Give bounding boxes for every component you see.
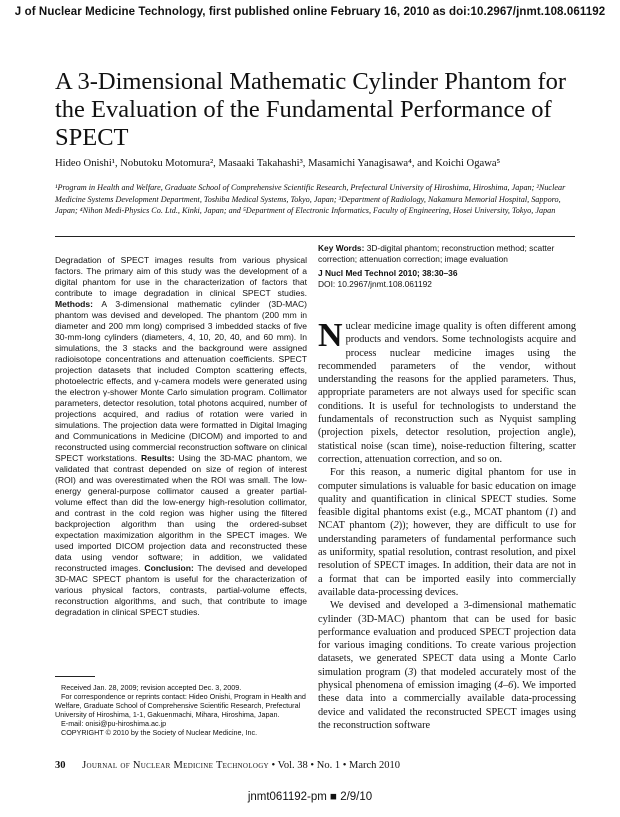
footnote-divider (55, 676, 95, 677)
journal-reference: J Nucl Med Technol 2010; 38:30–36 (318, 268, 458, 278)
article-title: A 3-Dimensional Mathematic Cylinder Phantom for the Evaluation of the Fundamental Performance of SPECT (55, 68, 567, 152)
paragraph-2-text-b: ) and NCAT phantom ( (318, 507, 576, 532)
article-body (318, 317, 577, 732)
abstract-results-label: Results: (140, 453, 175, 463)
footnote-correspondence: For correspondence or reprints contact: Hideo Onishi, Program in Health and Welfare, Graduate School of Comprehensive Scientific Research, Prefectural University of Hiroshima, 1-1, Gakuenmachi, Mihara, Hiroshima, Japan. (55, 692, 306, 720)
reference-link-3[interactable]: 3 (408, 666, 414, 678)
reference-link-4-6[interactable]: 4–6 (497, 680, 514, 692)
footnote-email[interactable]: E-mail: onisi@pu-hiroshima.ac.jp (61, 719, 167, 729)
keywords-label: Key Words: (318, 243, 365, 253)
footer-journal-name: Journal of Nuclear Medicine Technology (82, 760, 269, 771)
paragraph-3-text-a: We devised and developed a 3-dimensional mathematic cylinder (3D-MAC) phantom that can be used for basic performance evaluation and produced SPECT projection data for various imaging conditions. To create various projection datasets, we generated SPECT data using a Monte Carlo simulation program ( (318, 600, 576, 678)
reference-link-1[interactable]: 1 (549, 507, 555, 519)
paragraph-3-text-b: ) that modeled accurately most of the physical phenomena of emission imaging ( (318, 666, 576, 692)
abstract-intro: Degradation of SPECT images results from various physical factors. The primary aim of this study was the development of a digital phantom for use in the characterization of factors that contribute to image degradation in clinical SPECT studies. (55, 255, 307, 298)
paragraph-3 (318, 599, 576, 732)
paragraph-1-text: uclear medicine image quality is often different among products and vendors. Some technologists acquire and process nuclear medicine images using the recommended parameters of the vendor, without understanding the reasons for the applied parameters. Thus, appropriate parameters are not always used for specific scan conditions. It is useful for technologists to understand the fundamentals of reconstruction such as Nyquist sampling (projection pixels, detector resolution, projection angle), statistical noise (scan time), noise-reduction filtering, scatter correction, attenuation correction, and so on. (318, 321, 576, 465)
affiliations: ¹Program in Health and Welfare, Graduate School of Comprehensive Scientific Research, Prefectural University of Hiroshima, Hiroshima, Japan; ²Nuclear Medicine Systems Development Department, Toshiba Medical Systems, Tokyo, Japan; ³Department of Radiology, Nakamura Memorial Hospital, Sapporo, Japan; ⁴Nihon Medi-Physics Co. Ltd., Kinki, Japan; and ⁵Department of Electronic Informatics, Faculty of Engineering, Hosei University, Tokyo, Japan (55, 183, 566, 215)
keywords (318, 243, 576, 265)
paragraph-1 (318, 317, 576, 466)
job-line: jnmt061192-pm ■ 2/9/10 (247, 791, 373, 803)
footnotes (55, 683, 307, 738)
paragraph-2 (318, 466, 576, 599)
drop-cap: N (318, 317, 343, 354)
reference-link-2[interactable]: 2 (393, 520, 399, 532)
author-list: Hideo Onishi¹, Nobutoku Motomura², Masaaki Takahashi³, Masamichi Yanagisawa⁴, and Koichi Ogawa⁵ (55, 158, 501, 169)
abstract-methods: A 3-dimensional mathematic cylinder (3D-MAC) phantom was devised and developed. The phantom (200 mm in diameter and 200 mm long) comprised 3 imbedded stacks of five 30-mm-long cylinders (diameters, 4, 10, 20, 40, and 60 mm). In simulations, the 3 stacks and the background were assigned radioisotope concentrations and attenuation coefficients. SPECT projection datasets that included Compton scattering effects, photoelectric effects, and γ-camera models were generated using the electron γ-shower Monte Carlo simulation program. Collimator parameters, detector resolution, total photons acquired, number of projections acquired, and radius of rotation were varied in simulations. The projection data were formatted in Digital Imaging and Communications in Medicine (DICOM) and imported to and reconstructed using commercial reconstruction software on clinical SPECT workstations. (55, 299, 307, 463)
page-number: 30 (55, 760, 66, 771)
keywords-text: 3D-digital phantom; reconstruction method; scatter correction; attenuation correction; image evaluation (318, 243, 555, 264)
footer-issue: • Vol. 38 • No. 1 • March 2010 (271, 760, 401, 771)
paragraph-2-text-c: )); however, they are difficult to use for understanding parameters of fundamental performance such as uniformity, spatial resolution, contrast resolution, and pixel resolution of SPECT images. In addition, their data are not in a format that can be imported easily into commercially available data-processing devices. (318, 520, 576, 598)
abstract-results: Using the 3D-MAC phantom, we validated that contrast depended on size of region of interest (ROI) and was overestimated when the ROI was small. The low-energy general-purpose collimator caused a greater partial-volume effect than did the low-energy high-resolution collimator, and contrast in the cold region was higher using the filtered backprojection algorithm than using the ordered-subset expectation maximization algorithm in the SPECT images. We used imported DICOM projection data and reconstructed these data using vendor software; in addition, we validated reconstructed images. (55, 453, 308, 573)
footnote-received: Received Jan. 28, 2009; revision accepted Dec. 3, 2009. (61, 683, 242, 692)
footnote-copyright: COPYRIGHT © 2010 by the Society of Nuclear Medicine, Inc. (61, 728, 258, 738)
page-footer (55, 760, 575, 771)
abstract-conclusion-label: Conclusion: (144, 563, 194, 573)
citation-block (318, 268, 576, 290)
abstract-methods-label: Methods: (55, 299, 93, 309)
paragraph-2-text-a: For this reason, a numeric digital phantom for use in computer simulations is valuable for basic education on image quality and quantification in clinical SPECT studies. Some feasible digital phantoms exist (e.g., MCAT phantom ( (318, 467, 576, 519)
paragraph-3-text-c: ). We imported these data into a commercially available data-processing device and validated the reconstructed SPECT images using the reconstruction software (318, 680, 577, 731)
abstract (55, 255, 307, 618)
section-divider (55, 236, 575, 237)
abstract-conclusion: The devised and developed 3D-MAC SPECT phantom is useful for the characterization of various physical factors, contrasts, partial-volume effects, reconstruction algorithms, and such, that contribute to image degradation in clinical SPECT studies. (55, 563, 307, 617)
doi[interactable]: DOI: 10.2967/jnmt.108.061192 (318, 278, 432, 289)
journal-banner: J of Nuclear Medicine Technology, first published online February 16, 2010 as doi:10.2967/jnmt.108.061192 (14, 6, 606, 18)
